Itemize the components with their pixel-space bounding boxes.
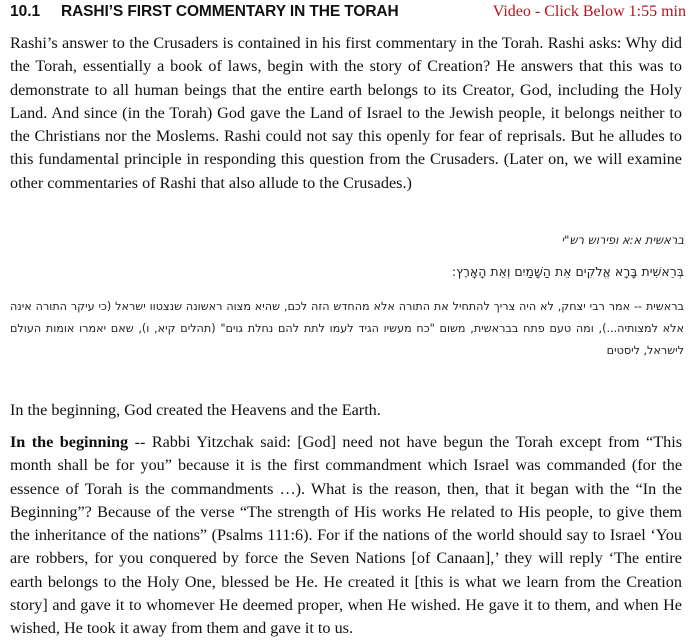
commentary-body: -- Rabbi Yitzchak said: [God] need not have begun the Torah except from “This month shall be for you” because it is the first commandment which Israel was commanded (for the essence of Torah is the commandments …). What is the reason, then, that it began with the “In the Beginning”? Because of the verse “The strength of His works He related to His people, to give them the inheritance of the nations” (Psalms 111:6). For if the nations of the world should say to Israel ‘You are robbers, for you conquered by force the Seven Nations [of Canaan],’ they will reply ‘The entire earth belongs to the Holy One, blessed be He. He created it [this is what we learn from the Creation story] and gave it to whomever He deemed proper, when He wished. He gave it to them, and when He wished, He took it away from them and gave it to us. — [10, 433, 682, 638]
hebrew-source-reference: בראשית א:א ופירוש רש"י — [561, 233, 684, 247]
commentary-lead: In the beginning — [10, 433, 129, 451]
video-link[interactable]: Video - Click Below 1:55 min — [492, 3, 686, 20]
section-title: RASHI’S FIRST COMMENTARY IN THE TORAH — [61, 3, 399, 20]
translated-verse: In the beginning, God created the Heavens and the Earth. — [10, 401, 381, 419]
section-header — [10, 2, 690, 26]
hebrew-verse: בְּרֵאשִׁית בָּרָא אֱלֹקִים אֵת הַשָּׁמַיִם וְאֵת הָאָרֶץ: — [451, 264, 684, 279]
intro-paragraph: Rashi’s answer to the Crusaders is contained in his first commentary in the Torah. Rashi asks: Why did the Torah, essentially a book of laws, begin with the story of Creation? He answers that this was to demonstrate to all human beings that the entire earth belongs to its Creator, God, including the Holy Land. And since (in the Torah) God gave the Land of Israel to the Jewish people, it belongs neither to the Christians nor the Moslems. Rashi could not say this openly for fear of reprisals. But he alludes to this fundamental principle in responding this question from the Crusaders. (Later on, we will examine other commentaries of Rashi that also allude to the Crusades.) — [10, 34, 682, 192]
translated-commentary — [10, 431, 682, 641]
hebrew-commentary: בראשית -- אמר רבי יצחק, לא היה צריך להתחיל את התורה אלא מהחדש הזה לכם, שהיא מצוה ראשונה שנצטוו ישראל (כי עיקר התורה אינה אלא למצותיה...), ומה טעם פתח בבראשית, משום "כח מעשיו הגיד לעמו לתת להם נחלת גוים" (תהלים קיא, ו), שאם יאמרו אומות העולם לישראל, ליסטים — [10, 300, 684, 357]
section-number: 10.1 — [10, 3, 41, 20]
